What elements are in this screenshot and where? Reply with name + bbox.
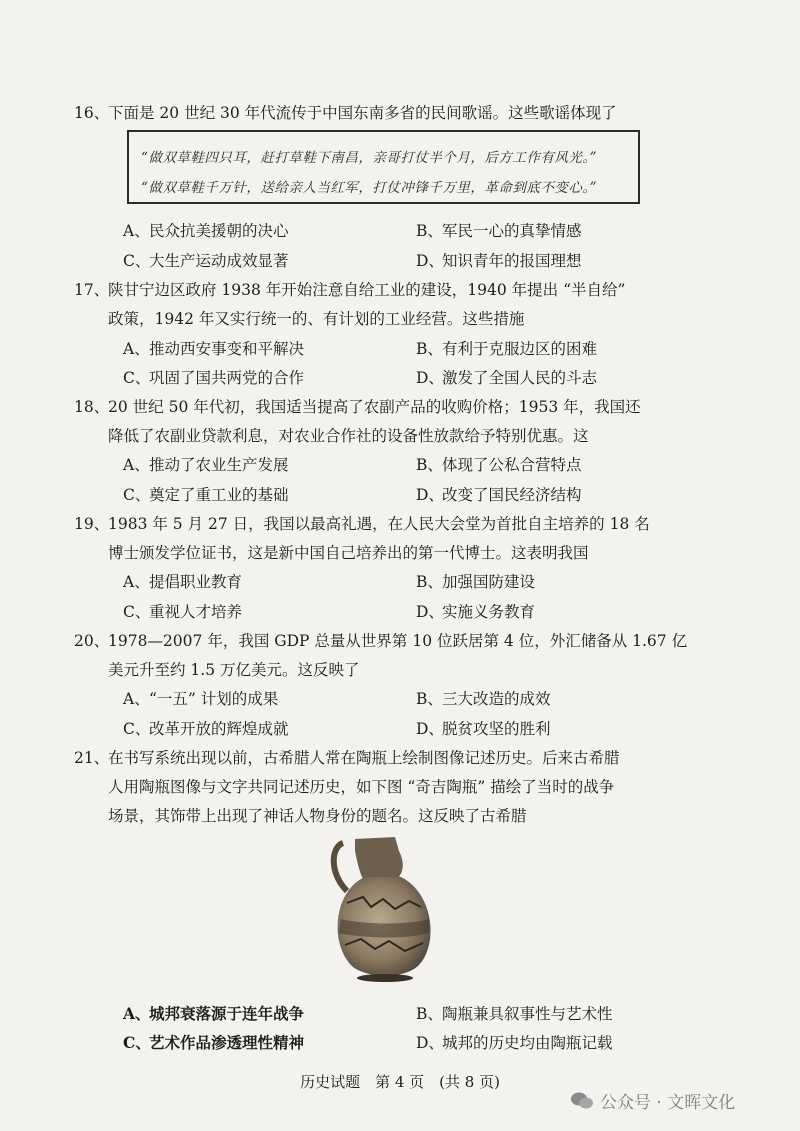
q21-option-d: D、城邦的历史均由陶瓶记载 (416, 1034, 613, 1052)
q20-option-b: B、三大改造的成效 (416, 690, 551, 708)
question-19-stem-cont: 博士颁发学位证书，这是新中国自己培养出的第一代博士。这表明我国 (108, 544, 589, 562)
q17-option-a: A、推动西安事变和平解决 (123, 340, 305, 358)
q20-option-c: C、改革开放的辉煌成就 (123, 720, 289, 738)
q19-option-c: C、重视人才培养 (123, 603, 243, 621)
question-19-stem: 19、1983 年 5 月 27 日，我国以最高礼遇，在人民大会堂为首批自主培养的 18 名 (74, 515, 650, 533)
question-21-stem-cont-2: 场景，其饰带上出现了神话人物身份的题名。这反映了古希腊 (108, 807, 527, 825)
question-20-stem-cont: 美元升至约 1.5 万亿美元。这反映了 (108, 661, 360, 679)
q21-option-b: B、陶瓶兼具叙事性与艺术性 (416, 1005, 613, 1023)
question-17-stem: 17、陕甘宁边区政府 1938 年开始注意自给工业的建设，1940 年提出 “半自给” (74, 281, 626, 299)
q16-option-b: B、军民一心的真挚情感 (416, 222, 582, 240)
question-18-stem-cont: 降低了农副业贷款利息，对农业合作社的设备性放款给予特别优惠。这 (108, 427, 589, 445)
folk-song-line-1: “做双草鞋四只耳，赶打草鞋下南昌，亲哥打仗半个月，后方工作有风光。” (141, 150, 598, 166)
q19-option-a: A、提倡职业教育 (123, 573, 243, 591)
q17-option-c: C、巩固了国共两党的合作 (123, 369, 305, 387)
q18-option-d: D、改变了国民经济结构 (416, 486, 582, 504)
wechat-logo-icon (570, 1091, 594, 1116)
question-17-stem-cont: 政策，1942 年又实行统一的、有计划的工业经营。这些措施 (108, 310, 525, 328)
q21-option-c: C、艺术作品渗透理性精神 (123, 1033, 305, 1052)
q17-option-b: B、有利于克服边区的困难 (416, 340, 598, 358)
folk-song-quote-box (127, 130, 640, 204)
q18-option-a: A、推动了农业生产发展 (123, 456, 289, 474)
folk-song-line-2: “做双草鞋千万针，送给亲人当红军，打仗冲锋千万里，革命到底不变心。” (141, 180, 598, 196)
watermark (570, 1088, 735, 1116)
q19-option-d: D、实施义务教育 (416, 603, 536, 621)
page-footer: 历史试题 第 4 页 (共 8 页) (300, 1073, 500, 1091)
q18-option-c: C、奠定了重工业的基础 (123, 486, 289, 504)
q16-option-c: C、大生产运动成效显著 (123, 252, 289, 270)
question-20-stem: 20、1978—2007 年，我国 GDP 总量从世界第 10 位跃居第 4 位，外汇储备从 1.67 亿 (74, 632, 688, 650)
q16-option-a: A、民众抗美援朝的决心 (123, 222, 289, 240)
watermark-text: 公众号 · 文晖文化 (600, 1093, 736, 1113)
q20-option-a: A、“一五” 计划的成果 (123, 690, 279, 708)
question-18-stem: 18、20 世纪 50 年代初，我国适当提高了农副产品的收购价格；1953 年，我国还 (74, 398, 641, 416)
q16-option-d: D、知识青年的报国理想 (416, 252, 582, 270)
question-21-stem: 21、在书写系统出现以前，古希腊人常在陶瓶上绘制图像记述历史。后来古希腊 (74, 749, 620, 767)
question-16-stem: 16、下面是 20 世纪 30 年代流传于中国东南多省的民间歌谣。这些歌谣体现了 (74, 104, 617, 122)
q20-option-d: D、脱贫攻坚的胜利 (416, 720, 551, 738)
q19-option-b: B、加强国防建设 (416, 573, 536, 591)
q21-option-a: A、城邦衰落源于连年战争 (123, 1004, 305, 1023)
question-21-stem-cont-1: 人用陶瓶图像与文字共同记述历史，如下图 “奇吉陶瓶” 描绘了当时的战争 (108, 778, 615, 796)
q18-option-b: B、体现了公私合营特点 (416, 456, 582, 474)
q17-option-d: D、激发了全国人民的斗志 (416, 369, 598, 387)
chigi-vase-image (325, 833, 440, 983)
